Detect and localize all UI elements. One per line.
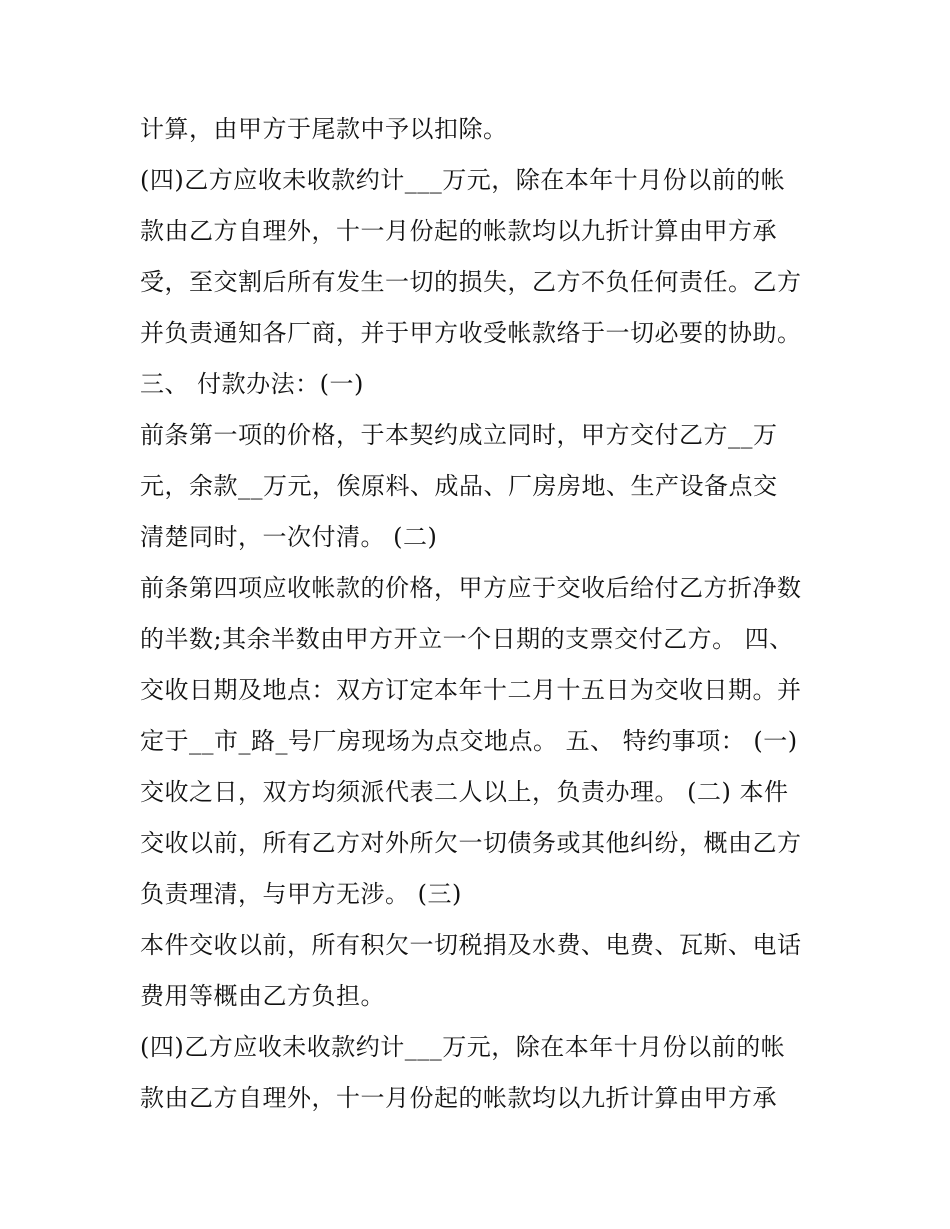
text-line: 的半数;其余半数由甲方开立一个日期的支票交付乙方。 四、 <box>140 625 794 653</box>
text-line: 受，至交割后所有发生一切的损失，乙方不负任何责任。乙方 <box>140 268 802 296</box>
text-line: 款由乙方自理外，十一月份起的帐款均以九折计算由甲方承 <box>140 217 777 245</box>
text-line: 款由乙方自理外，十一月份起的帐款均以九折计算由甲方承 <box>140 1084 777 1112</box>
text-line: 元，余款__万元，俟原料、成品、厂房房地、生产设备点交 <box>140 472 778 500</box>
text-line: 清楚同时，一次付清。 (二) <box>140 523 438 551</box>
text-line: 并负责通知各厂商，并于甲方收受帐款络于一切必要的协助。 <box>140 319 802 347</box>
text-line: 负责理清，与甲方无涉。 (三) <box>140 880 462 908</box>
text-line: (四)乙方应收未收款约计___万元，除在本年十月份以前的帐 <box>140 166 786 194</box>
text-line: 前条第四项应收帐款的价格，甲方应于交收后给付乙方折净数 <box>140 574 802 602</box>
text-line: 交收日期及地点：双方订定本年十二月十五日为交收日期。并 <box>140 676 802 704</box>
section-heading-payment: 三、 付款办法：(一) <box>140 370 364 398</box>
text-line: (四)乙方应收未收款约计___万元，除在本年十月份以前的帐 <box>140 1033 786 1061</box>
text-line: 费用等概由乙方负担。 <box>140 982 385 1010</box>
text-line: 前条第一项的价格，于本契约成立同时，甲方交付乙方__万 <box>140 421 778 449</box>
text-line: 本件交收以前，所有积欠一切税捐及水费、电费、瓦斯、电话 <box>140 931 802 959</box>
text-line: 计算，由甲方于尾款中予以扣除。 <box>140 115 508 143</box>
text-line: 定于__市_路_号厂房现场为点交地点。 五、 特约事项： (一) <box>140 727 798 755</box>
text-line: 交收以前，所有乙方对外所欠一切债务或其他纠纷，概由乙方 <box>140 829 802 857</box>
text-line: 交收之日，双方均须派代表二人以上，负责办理。 (二) 本件 <box>140 778 789 806</box>
document-body <box>140 104 840 1124</box>
